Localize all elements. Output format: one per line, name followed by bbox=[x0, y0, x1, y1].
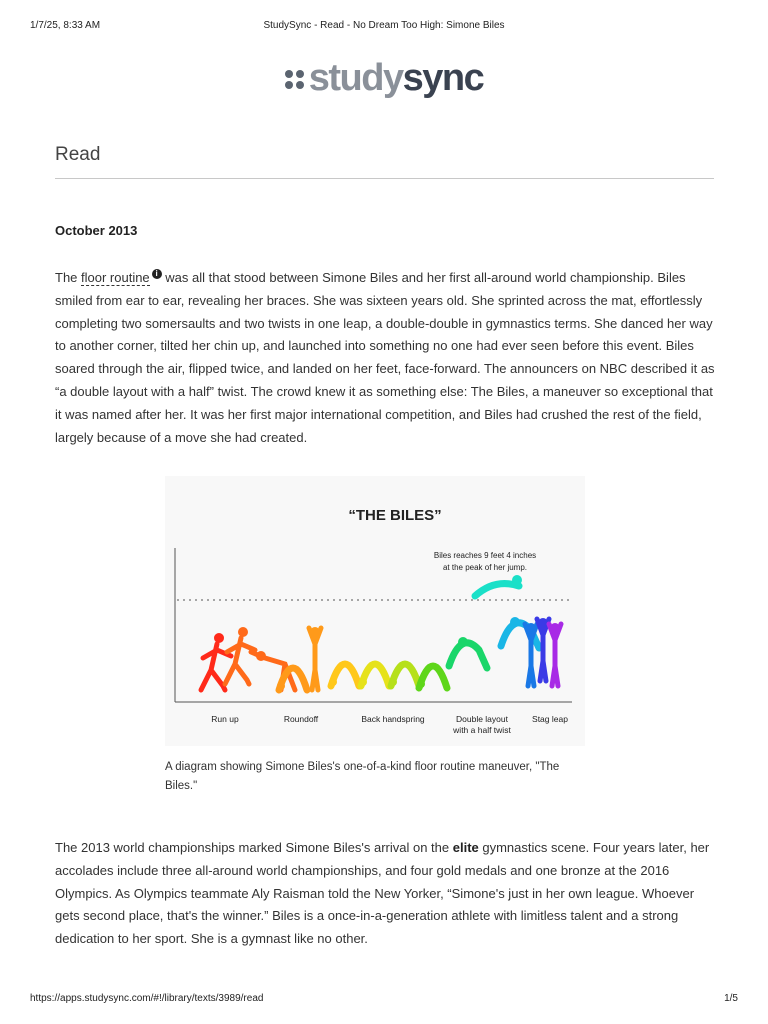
stage-label: with a half twist bbox=[453, 725, 511, 735]
vocab-term-floor-routine[interactable]: floor routine bbox=[81, 270, 150, 285]
figure-title: “THE BILES” bbox=[348, 507, 442, 524]
paragraph-1: The floor routine i was all that stood between Simone Biles and her first all-around world championship. Biles smiled from ear to ear, revealing her braces. She was sixteen years old. She sprinted across the mat, effortlessly completing two somersaults and two twists in one leap, a double-double in gymnastics terms. She danced her way to another corner, tilted her chin up, and launched into something no one had ever seen before this event. Biles soared through the air, flipped twice, and landed on her feet, face-forward. The announcers on NBC described it as “a double layout with a half” twist. The crowd knew it as something else: The Biles, a maneuver so exceptional that it was named after her. It was her first major international competition, and Biles had crushed the rest of the field, largely because of a move she had created. bbox=[55, 269, 715, 445]
stage-label: Roundoff bbox=[283, 714, 319, 724]
biles-diagram-svg bbox=[165, 476, 585, 746]
gymnast-silhouette bbox=[549, 623, 561, 686]
gymnast-silhouettes bbox=[201, 575, 561, 690]
gymnast-silhouette bbox=[329, 664, 359, 686]
stage-label: Double layout bbox=[456, 714, 508, 724]
gymnast-silhouette bbox=[359, 664, 389, 686]
figure-caption: A diagram showing Simone Biles's one-of-a-kind floor routine maneuver, "The Biles." bbox=[165, 761, 560, 792]
gymnast-silhouette bbox=[475, 575, 522, 596]
gymnast-silhouette bbox=[389, 664, 419, 686]
gymnast-silhouette bbox=[525, 623, 537, 686]
gymnast-silhouette bbox=[449, 637, 487, 668]
print-page-number: 1/5 bbox=[724, 993, 738, 1004]
studysync-logo[interactable] bbox=[0, 58, 768, 98]
stage-labels bbox=[211, 714, 568, 735]
info-icon[interactable]: i bbox=[152, 269, 162, 279]
print-header bbox=[0, 20, 768, 34]
biles-diagram bbox=[165, 476, 585, 746]
paragraph-2: The 2013 world championships marked Simone Biles's arrival on the elite gymnastics scene. Four years later, her accolades include three all-around world championships, and four gold medals and one bronze at the 2016 Olympics. As Olympics teammate Aly Raisman told the New Yorker, “Simone's just in her own league. Whoever gets second place, that's the winner.” Biles is a once-in-a-generation athlete with limitless talent and a strong dedication to her sport. She is a gymnast like no other. bbox=[55, 840, 710, 947]
stage-label: Stag leap bbox=[532, 714, 568, 724]
print-doc-title: StudySync - Read - No Dream Too High: Simone Biles bbox=[263, 20, 505, 31]
logo-dots-icon bbox=[285, 70, 304, 89]
gymnast-silhouette bbox=[417, 666, 447, 688]
stage-label: Back handspring bbox=[361, 714, 425, 724]
peak-annotation-line2: at the peak of her jump. bbox=[442, 563, 528, 572]
section-title: Read bbox=[55, 144, 101, 165]
section-divider bbox=[55, 178, 714, 179]
stage-label: Run up bbox=[211, 714, 239, 724]
vocab-term-elite[interactable]: elite bbox=[452, 840, 479, 855]
gymnast-silhouette bbox=[309, 627, 321, 690]
print-datetime: 1/7/25, 8:33 AM bbox=[30, 20, 101, 31]
peak-annotation-line1: Biles reaches 9 feet 4 inches bbox=[433, 551, 537, 560]
logo-wordmark: studysync bbox=[308, 57, 484, 99]
date-heading: October 2013 bbox=[55, 223, 138, 238]
print-url: https://apps.studysync.com/#!/library/texts/3989/read bbox=[30, 993, 264, 1004]
